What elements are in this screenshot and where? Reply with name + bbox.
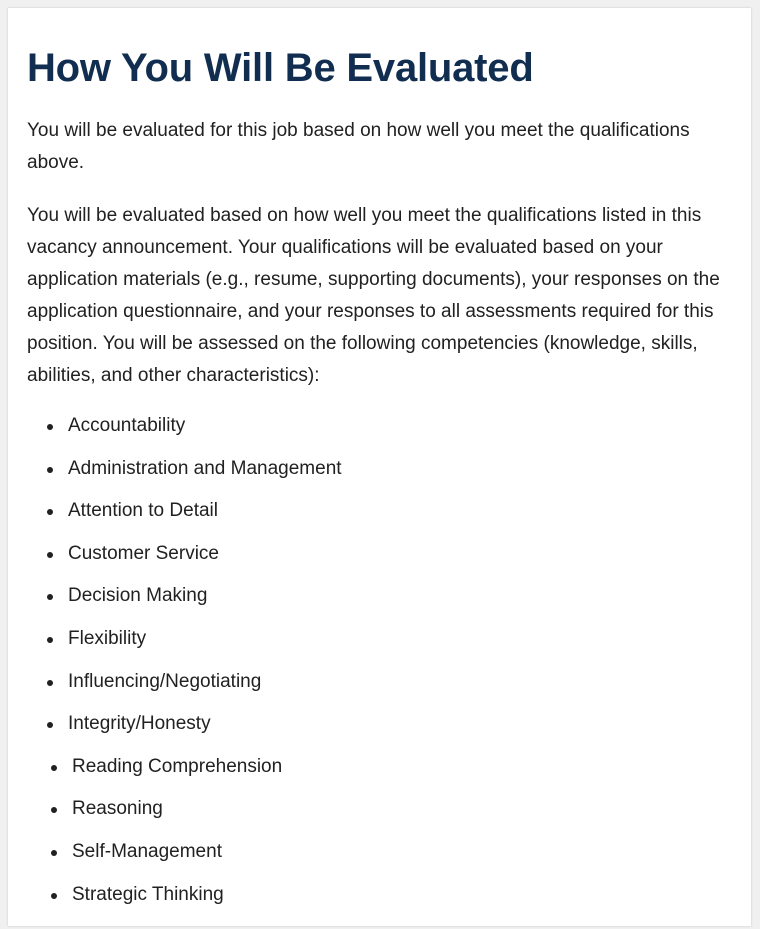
bullet-icon xyxy=(47,594,53,600)
competency-label: Reading Comprehension xyxy=(72,755,283,777)
bullet-icon xyxy=(51,893,57,899)
list-item xyxy=(27,793,727,836)
details-paragraph: You will be evaluated based on how well you meet the qualifications listed in this vacancy announcement. Your qualifications will be evaluated based on your application materials (e.g., resume, supporting documents), your responses on the application questionnaire, and your responses to all assessments required for this position. You will be assessed on the following competencies (knowledge, skills, abilities, and other characteristics): xyxy=(27,205,720,386)
competency-label: Flexibility xyxy=(68,627,147,649)
list-item xyxy=(27,495,727,538)
bullet-icon xyxy=(47,509,53,515)
competency-label: Customer Service xyxy=(68,542,219,564)
bullet-icon xyxy=(51,850,57,856)
competency-label: Attention to Detail xyxy=(68,500,218,522)
evaluation-section xyxy=(8,8,751,926)
competency-label: Reasoning xyxy=(72,798,163,820)
list-item xyxy=(27,623,727,666)
list-item xyxy=(27,580,727,623)
section-title: How You Will Be Evaluated xyxy=(27,46,534,90)
competency-label: Influencing/Negotiating xyxy=(68,670,262,692)
bullet-icon xyxy=(47,467,53,473)
bullet-icon xyxy=(47,552,53,558)
list-item xyxy=(27,751,727,794)
competency-label: Accountability xyxy=(68,415,186,436)
bullet-icon xyxy=(47,680,53,686)
competency-list xyxy=(27,410,727,921)
competency-label: Decision Making xyxy=(68,585,208,607)
bullet-icon xyxy=(51,807,57,813)
list-item xyxy=(27,538,727,581)
intro-paragraph: You will be evaluated for this job based on how well you meet the qualifications above. xyxy=(27,120,690,173)
list-item xyxy=(27,879,727,922)
bullet-icon xyxy=(47,424,53,430)
competency-label: Self-Management xyxy=(72,840,222,862)
competency-label: Strategic Thinking xyxy=(72,883,224,905)
list-item xyxy=(27,708,727,751)
competency-label: Integrity/Honesty xyxy=(68,713,211,735)
bullet-icon xyxy=(47,722,53,728)
competency-label: Administration and Management xyxy=(68,457,342,479)
bullet-icon xyxy=(51,765,57,771)
list-item xyxy=(27,836,727,879)
list-item xyxy=(27,666,727,709)
list-item xyxy=(27,410,727,453)
list-item xyxy=(27,453,727,496)
bullet-icon xyxy=(47,637,53,643)
